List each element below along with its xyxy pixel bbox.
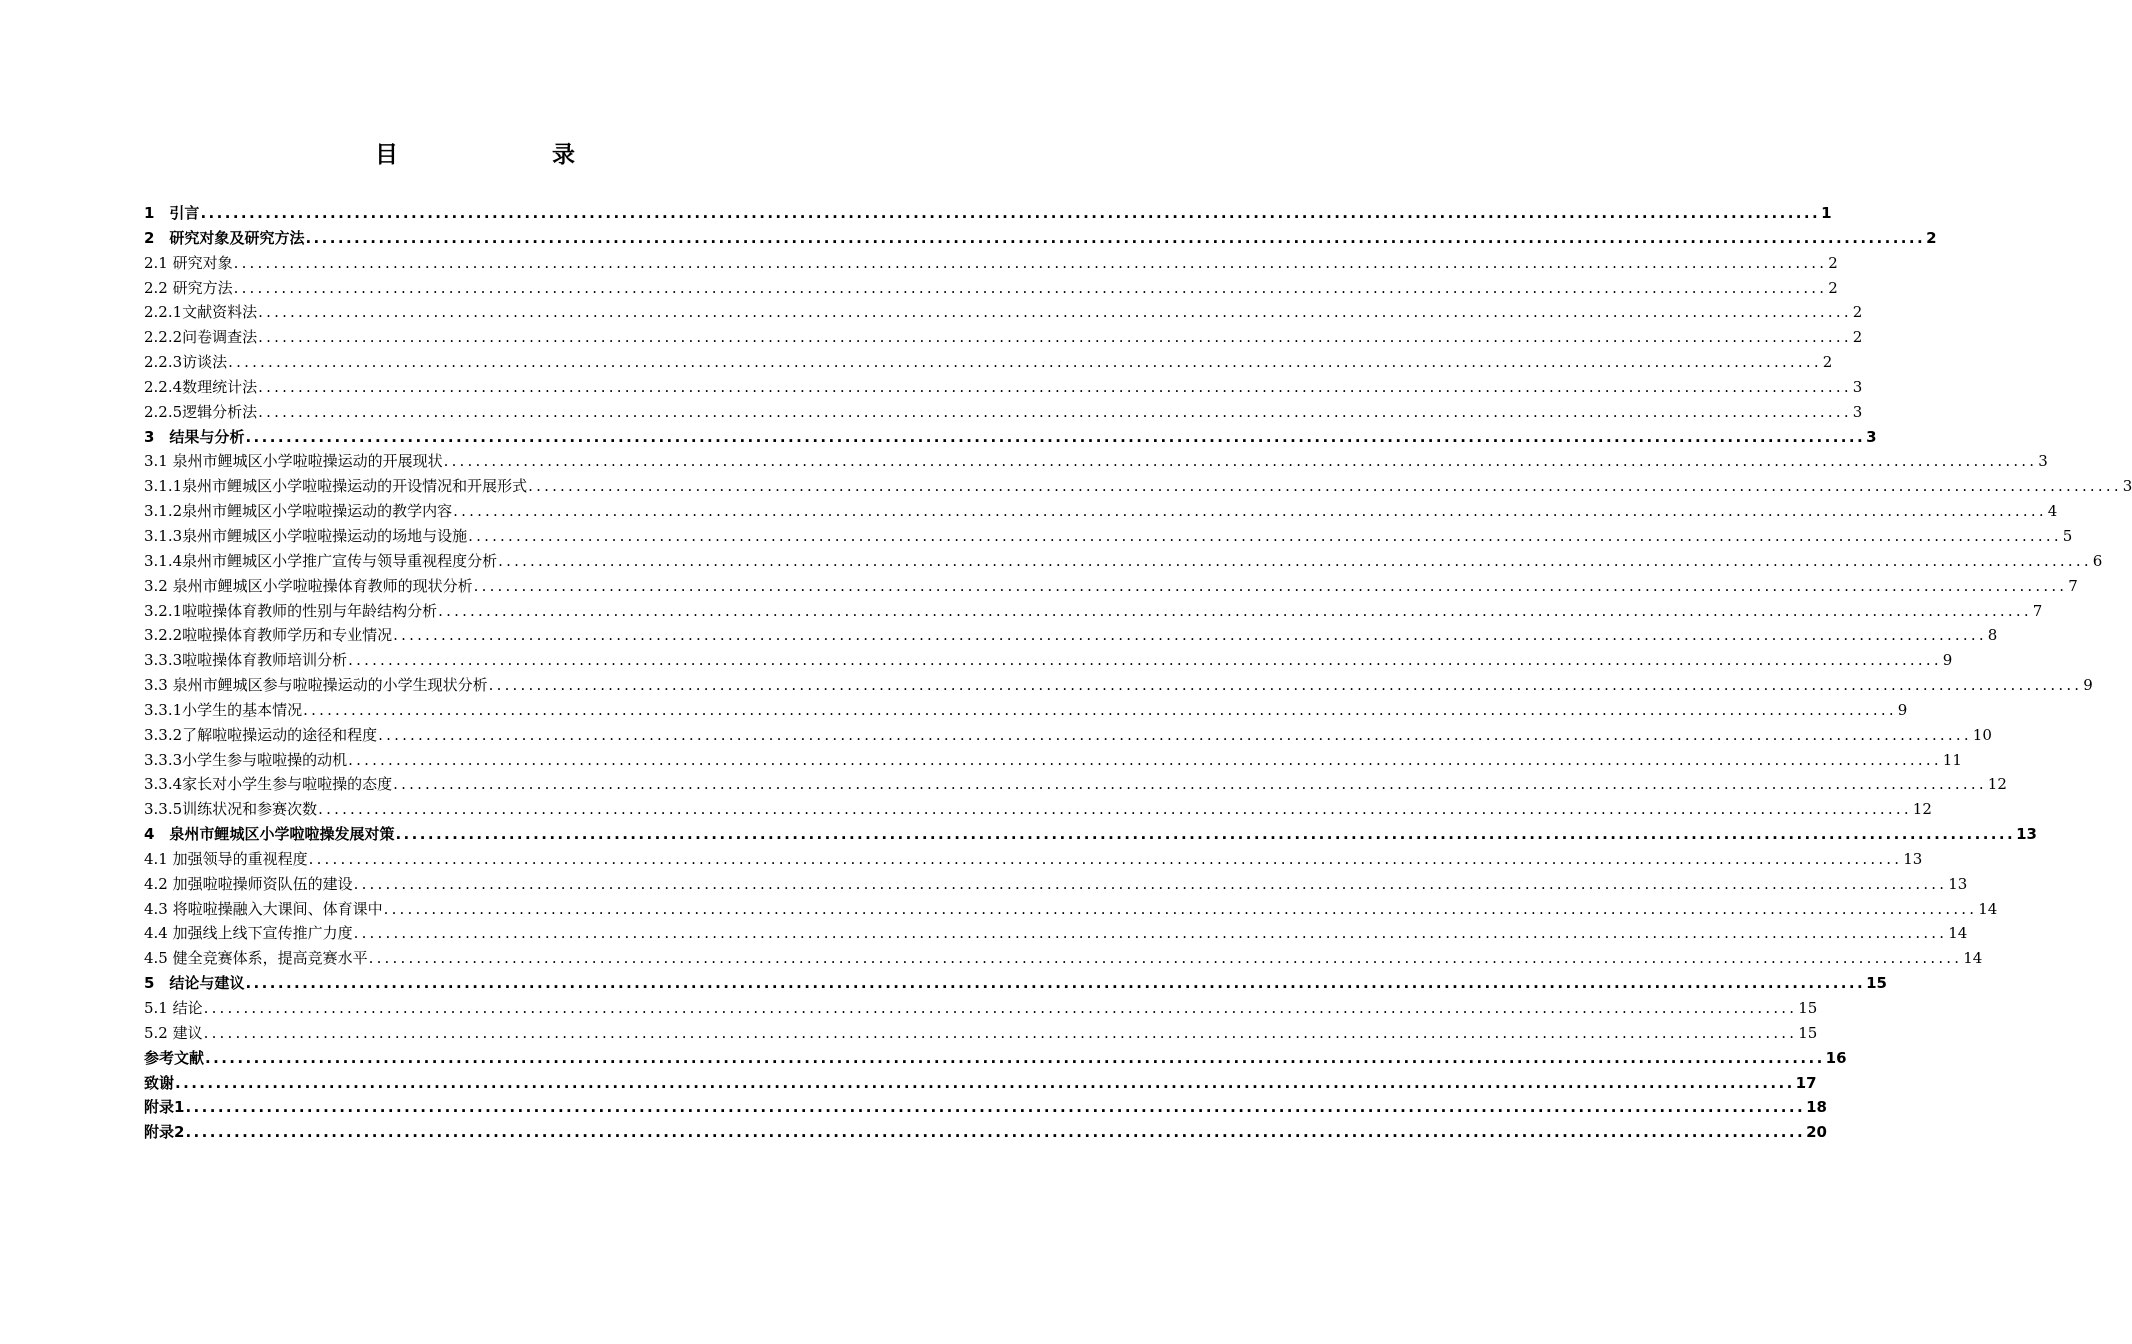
toc-dot-leader: ........................................................................................................................................................................................................: [395, 825, 2016, 844]
toc-dot-leader: ........................................................................................................................................................................................................: [233, 278, 1828, 297]
toc-entry-label: 3.3.3小学生参与啦啦操的动机: [144, 750, 348, 769]
toc-entry-page-number: 7: [2032, 601, 2043, 620]
toc-entry-label: 2.1 研究对象: [144, 253, 233, 272]
toc-dot-leader: ........................................................................................................................................................................................................: [368, 949, 1963, 968]
toc-entry-label: 3.2 泉州市鲤城区小学啦啦操体育教师的现状分析: [144, 576, 473, 595]
toc-dot-leader: ........................................................................................................................................................................................................: [185, 1123, 1806, 1142]
toc-dot-leader: ........................................................................................................................................................................................................: [348, 651, 1942, 670]
toc-entry[interactable]: [144, 425, 1877, 450]
toc-entry[interactable]: [144, 400, 1863, 425]
toc-entry[interactable]: [144, 574, 2078, 599]
toc-dot-leader: ........................................................................................................................................................................................................: [308, 849, 1903, 868]
toc-entry-page-number: 14: [1978, 899, 1998, 918]
toc-entry[interactable]: [144, 549, 2103, 574]
toc-entry[interactable]: [144, 996, 1818, 1021]
toc-dot-leader: ........................................................................................................................................................................................................: [233, 253, 1828, 272]
toc-entry-label: 3.3.3啦啦操体育教师培训分析: [144, 651, 348, 670]
toc-dot-leader: ........................................................................................................................................................................................................: [488, 676, 2083, 695]
toc-dot-leader: ........................................................................................................................................................................................................: [258, 303, 1852, 322]
toc-entry-label: 3.2.1啦啦操体育教师的性别与年龄结构分析: [144, 601, 438, 620]
toc-entry-page-number: 13: [1903, 849, 1923, 868]
toc-entry-label: 附录1: [144, 1098, 185, 1117]
toc-entry-page-number: 2: [1926, 228, 1937, 247]
toc-entry[interactable]: [144, 325, 1863, 350]
toc-entry-label: 2.2.1文献资料法: [144, 303, 258, 322]
toc-dot-leader: ........................................................................................................................................................................................................: [473, 576, 2068, 595]
toc-entry[interactable]: [144, 1071, 1817, 1096]
toc-dot-leader: ........................................................................................................................................................................................................: [228, 353, 1822, 372]
toc-entry[interactable]: [144, 599, 2043, 624]
toc-dot-leader: ........................................................................................................................................................................................................: [305, 228, 1926, 247]
toc-dot-leader: ........................................................................................................................................................................................................: [353, 874, 1948, 893]
toc-entry-label: 2.2.5逻辑分析法: [144, 402, 258, 421]
toc-entry[interactable]: [144, 822, 2037, 847]
toc-entry-page-number: 9: [1942, 651, 1953, 670]
toc-entry-label: 4.3 将啦啦操融入大课间、体育课中: [144, 899, 383, 918]
toc-entry-page-number: 14: [1948, 924, 1968, 943]
toc-entry-page-number: 10: [1972, 725, 1992, 744]
toc-entry-page-number: 2: [1828, 253, 1838, 272]
toc-entry-label: 3.3.1小学生的基本情况: [144, 700, 303, 719]
toc-dot-leader: ........................................................................................................................................................................................................: [258, 402, 1852, 421]
toc-entry-label: 参考文献: [144, 1048, 205, 1067]
toc-dot-leader: ........................................................................................................................................................................................................: [393, 775, 1987, 794]
toc-dot-leader: ........................................................................................................................................................................................................: [203, 1023, 1798, 1042]
toc-entry[interactable]: [144, 872, 1968, 897]
toc-dot-leader: ........................................................................................................................................................................................................: [378, 725, 1972, 744]
toc-dot-leader: ........................................................................................................................................................................................................: [353, 924, 1948, 943]
toc-dot-leader: ........................................................................................................................................................................................................: [348, 750, 1942, 769]
toc-entry-label: 1 引言: [144, 204, 200, 222]
toc-entry-page-number: 5: [2062, 526, 2073, 545]
toc-entry-label: 附录2: [144, 1123, 185, 1142]
toc-dot-leader: ........................................................................................................................................................................................................: [498, 551, 2092, 570]
toc-entry-label: 2 研究对象及研究方法: [144, 228, 305, 247]
toc-entry-page-number: 16: [1825, 1048, 1847, 1067]
toc-entry-page-number: 14: [1963, 949, 1983, 968]
toc-entry-page-number: 1: [1821, 204, 1832, 222]
toc-entry-page-number: 15: [1798, 1023, 1818, 1042]
toc-entry[interactable]: [144, 897, 1998, 922]
toc-entry[interactable]: [144, 499, 2058, 524]
toc-entry-page-number: 20: [1806, 1123, 1827, 1142]
toc-entry-label: 2.2.2问卷调查法: [144, 328, 258, 347]
toc-entry-label: 3.3.5训练状况和参赛次数: [144, 800, 318, 819]
toc-entry[interactable]: [144, 971, 1887, 996]
toc-entry-page-number: 3: [2122, 477, 2132, 496]
toc-entry[interactable]: [144, 847, 1923, 872]
toc-entry[interactable]: [144, 946, 1983, 971]
toc-entry-page-number: 18: [1806, 1098, 1827, 1117]
toc-entry-page-number: 8: [1987, 626, 1998, 645]
toc-dot-leader: ........................................................................................................................................................................................................: [528, 477, 2122, 496]
toc-entry[interactable]: [144, 1046, 1847, 1071]
toc-dot-leader: ........................................................................................................................................................................................................: [258, 377, 1852, 396]
toc-entry[interactable]: [144, 300, 1863, 325]
toc-entry-label: 3 结果与分析: [144, 427, 245, 446]
toc-entry-page-number: 3: [2038, 452, 2048, 471]
toc-entry-page-number: 15: [1798, 999, 1818, 1017]
toc-entry[interactable]: [144, 1120, 1827, 1145]
toc-entry[interactable]: [144, 449, 2048, 474]
toc-entry-page-number: 4: [2047, 502, 2058, 521]
table-of-contents: [144, 201, 2132, 1145]
toc-dot-leader: ........................................................................................................................................................................................................: [303, 700, 1897, 719]
toc-entry[interactable]: [144, 524, 2073, 549]
toc-entry-page-number: 9: [1897, 700, 1908, 719]
toc-entry[interactable]: [144, 648, 1953, 673]
toc-entry-label: 2.2.3访谈法: [144, 353, 228, 372]
toc-entry[interactable]: [144, 723, 1992, 748]
toc-entry[interactable]: [144, 251, 1838, 276]
toc-entry-label: 致谢: [144, 1073, 175, 1092]
toc-entry[interactable]: [144, 474, 2132, 499]
toc-dot-leader: ........................................................................................................................................................................................................: [318, 800, 1912, 819]
toc-entry-page-number: 13: [2016, 825, 2037, 844]
toc-entry-page-number: 6: [2092, 551, 2103, 570]
toc-entry-label: 4.5 健全竞赛体系，提高竞赛水平: [144, 949, 368, 968]
toc-entry-page-number: 2: [1852, 328, 1863, 347]
toc-dot-leader: ........................................................................................................................................................................................................: [383, 899, 1978, 918]
toc-entry-page-number: 2: [1828, 278, 1838, 297]
toc-entry-label: 3.1.1泉州市鲤城区小学啦啦操运动的开设情况和开展形式: [144, 477, 528, 496]
toc-entry-label: 4 泉州市鲤城区小学啦啦操发展对策: [144, 825, 395, 844]
toc-entry-page-number: 15: [1866, 974, 1887, 993]
toc-dot-leader: ........................................................................................................................................................................................................: [258, 328, 1852, 347]
toc-entry-label: 3.3 泉州市鲤城区参与啦啦操运动的小学生现状分析: [144, 676, 488, 695]
toc-entry-label: 3.1.2泉州市鲤城区小学啦啦操运动的教学内容: [144, 502, 453, 521]
toc-entry[interactable]: [144, 921, 1968, 946]
toc-entry[interactable]: [144, 673, 2093, 698]
toc-entry-label: 3.1.4泉州市鲤城区小学推广宣传与领导重视程度分析: [144, 551, 498, 570]
page-title: 目 录: [375, 142, 611, 168]
toc-entry-label: 4.2 加强啦啦操师资队伍的建设: [144, 874, 353, 893]
toc-entry-label: 3.2.2啦啦操体育教师学历和专业情况: [144, 626, 393, 645]
toc-entry-page-number: 3: [1866, 427, 1877, 446]
toc-entry[interactable]: [144, 698, 1908, 723]
toc-entry-label: 3.3.2了解啦啦操运动的途径和程度: [144, 725, 378, 744]
toc-entry-label: 5.2 建议: [144, 1023, 203, 1042]
toc-entry-page-number: 17: [1795, 1073, 1817, 1092]
toc-entry[interactable]: [144, 276, 1838, 301]
toc-entry-page-number: 7: [2068, 576, 2078, 595]
toc-dot-leader: ........................................................................................................................................................................................................: [245, 974, 1866, 993]
toc-dot-leader: ........................................................................................................................................................................................................: [245, 427, 1866, 446]
toc-entry[interactable]: [144, 201, 1832, 226]
toc-entry-label: 3.1 泉州市鲤城区小学啦啦操运动的开展现状: [144, 452, 443, 471]
toc-entry-label: 3.1.3泉州市鲤城区小学啦啦操运动的场地与设施: [144, 526, 468, 545]
toc-entry-page-number: 2: [1822, 353, 1833, 372]
toc-dot-leader: ........................................................................................................................................................................................................: [468, 526, 2062, 545]
toc-entry-page-number: 9: [2083, 676, 2093, 695]
toc-entry[interactable]: [144, 1095, 1827, 1120]
toc-dot-leader: ........................................................................................................................................................................................................: [443, 452, 2038, 471]
toc-entry[interactable]: [144, 772, 2007, 797]
toc-entry-page-number: 3: [1852, 377, 1863, 396]
toc-entry-page-number: 2: [1852, 303, 1863, 322]
toc-dot-leader: ........................................................................................................................................................................................................: [453, 502, 2047, 521]
toc-dot-leader: ........................................................................................................................................................................................................: [185, 1098, 1806, 1117]
toc-dot-leader: ........................................................................................................................................................................................................: [175, 1073, 1795, 1092]
toc-entry[interactable]: [144, 623, 1998, 648]
toc-entry[interactable]: [144, 350, 1833, 375]
toc-entry-label: 4.4 加强线上线下宣传推广力度: [144, 924, 353, 943]
toc-entry[interactable]: [144, 226, 1937, 251]
toc-dot-leader: ........................................................................................................................................................................................................: [203, 999, 1798, 1017]
toc-entry-label: 3.3.4家长对小学生参与啦啦操的态度: [144, 775, 393, 794]
toc-entry-page-number: 12: [1987, 775, 2007, 794]
toc-entry[interactable]: [144, 797, 1932, 822]
toc-entry-label: 4.1 加强领导的重视程度: [144, 849, 308, 868]
toc-dot-leader: ........................................................................................................................................................................................................: [200, 204, 1821, 222]
toc-entry-page-number: 13: [1948, 874, 1968, 893]
toc-entry[interactable]: [144, 1021, 1818, 1046]
toc-dot-leader: ........................................................................................................................................................................................................: [393, 626, 1987, 645]
toc-dot-leader: ........................................................................................................................................................................................................: [438, 601, 2032, 620]
toc-entry-label: 2.2 研究方法: [144, 278, 233, 297]
toc-entry-page-number: 12: [1912, 800, 1932, 819]
toc-entry-label: 2.2.4数理统计法: [144, 377, 258, 396]
toc-entry-label: 5.1 结论: [144, 999, 203, 1017]
toc-entry[interactable]: [144, 748, 1962, 773]
toc-entry-label: 5 结论与建议: [144, 974, 245, 993]
toc-entry-page-number: 3: [1852, 402, 1863, 421]
toc-entry[interactable]: [144, 375, 1863, 400]
toc-entry-page-number: 11: [1942, 750, 1962, 769]
toc-dot-leader: ........................................................................................................................................................................................................: [205, 1048, 1825, 1067]
